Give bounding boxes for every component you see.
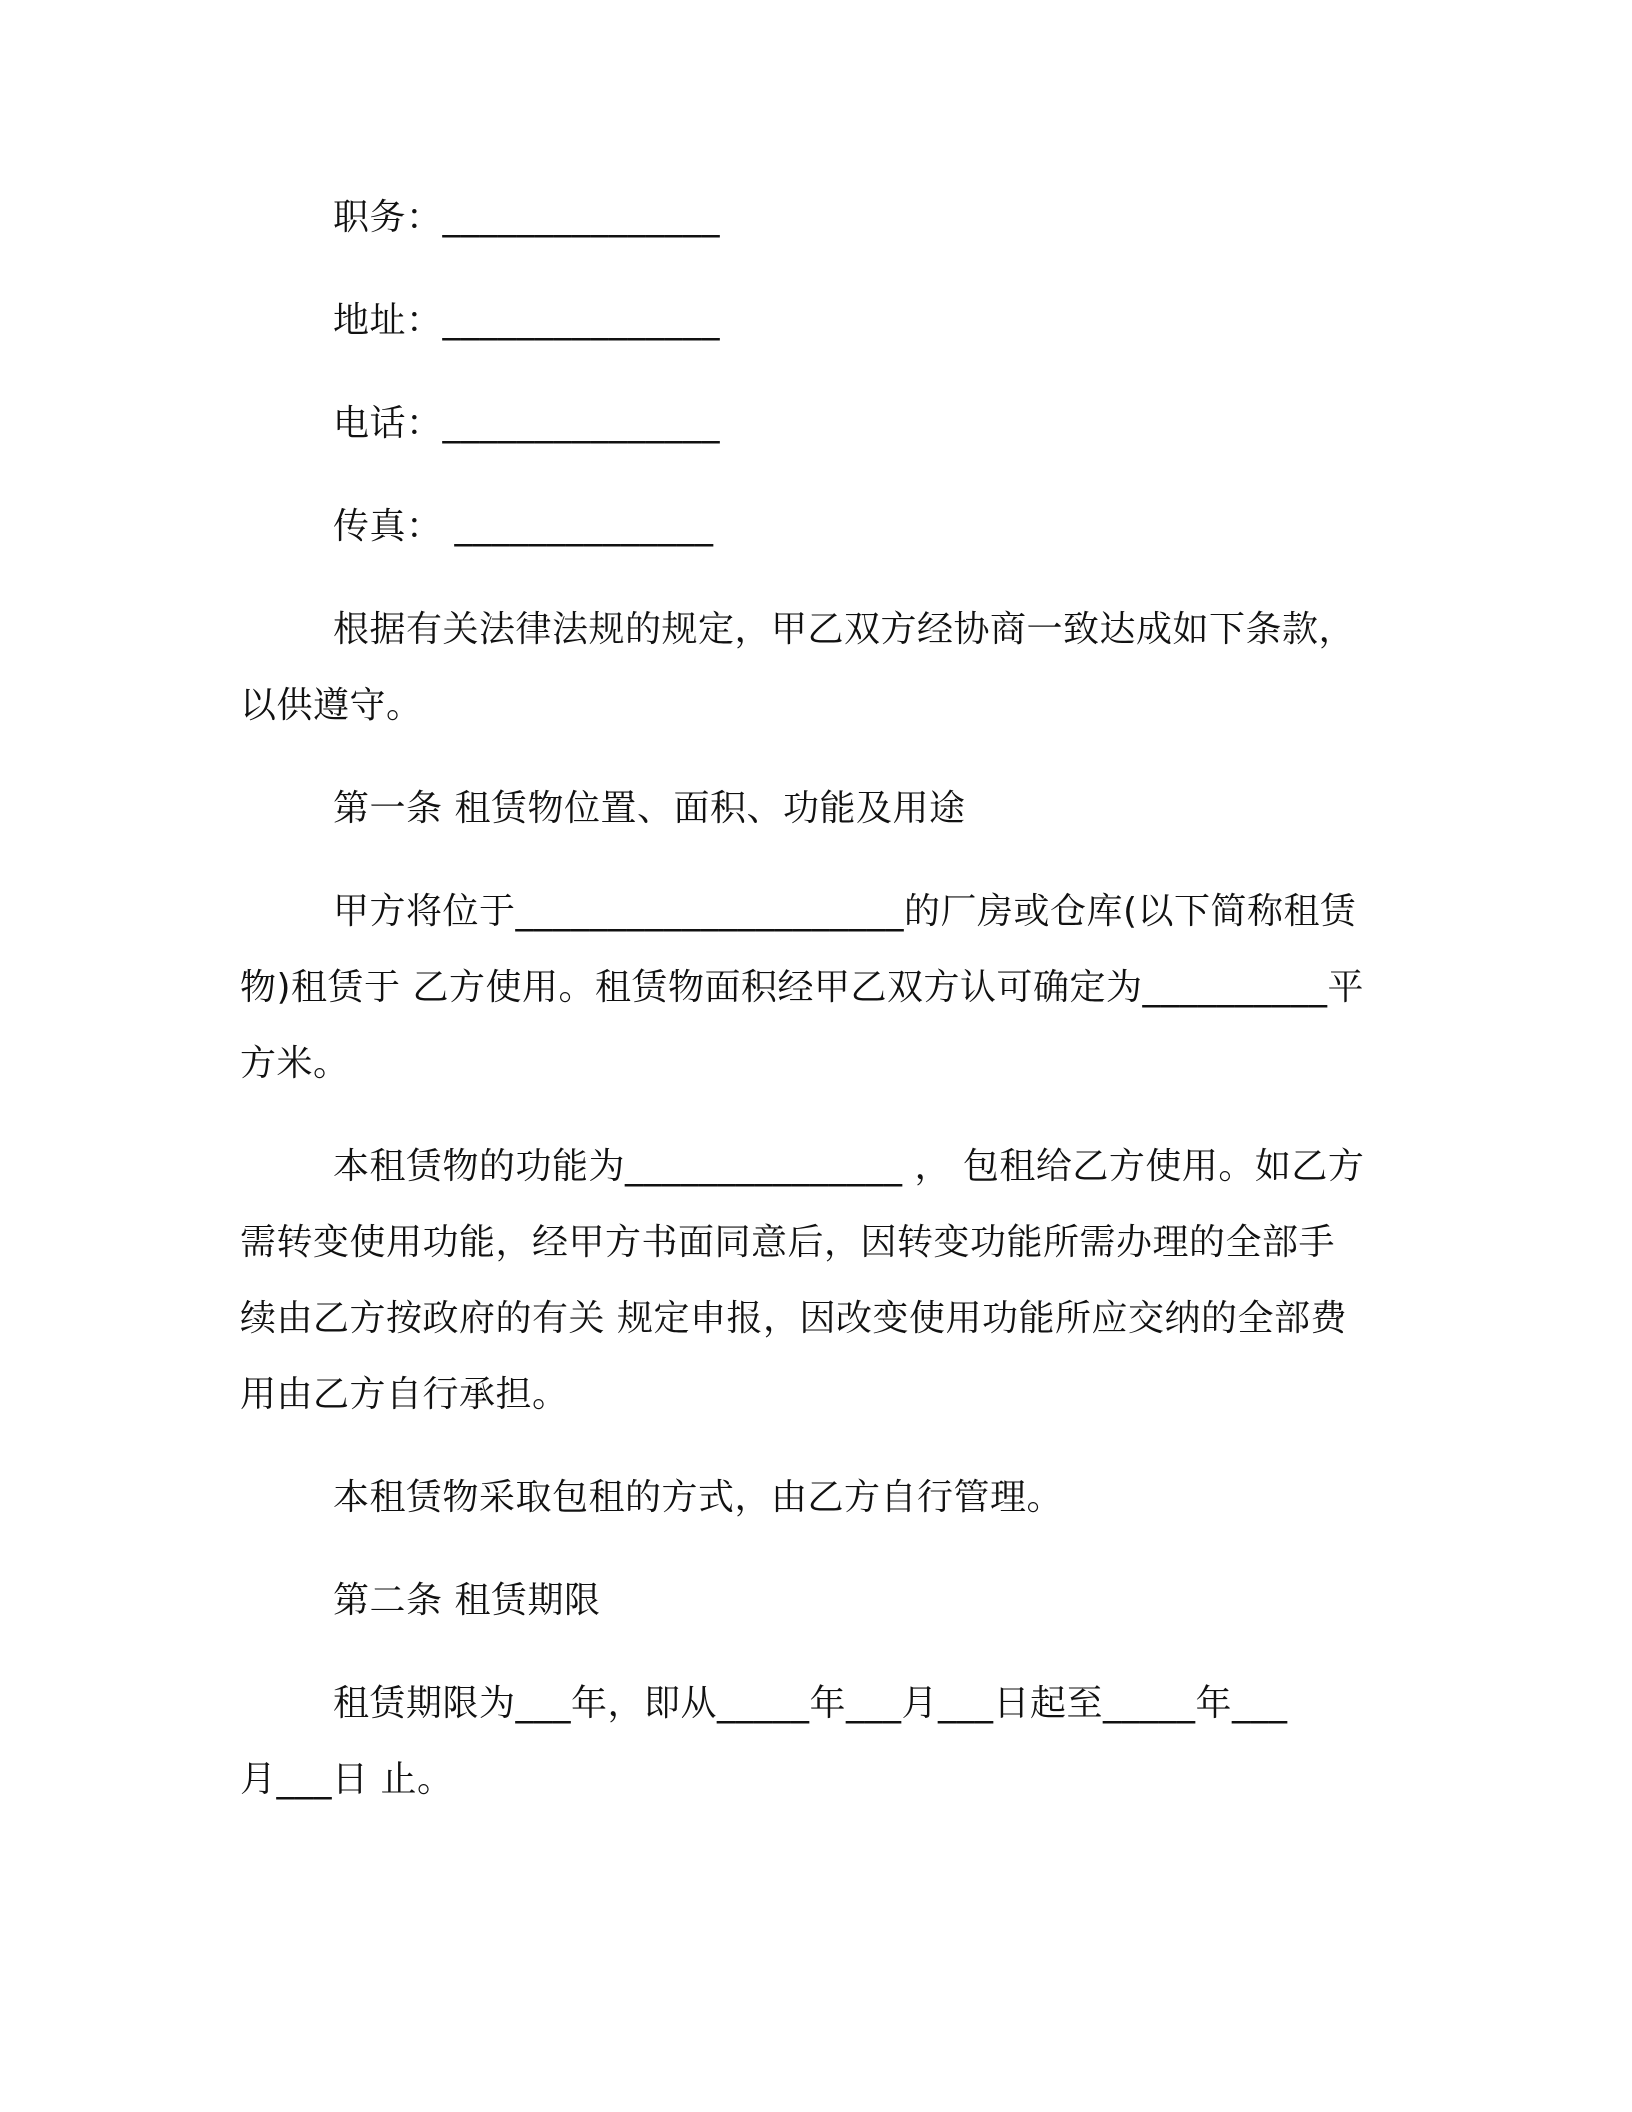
p2-line-1: 本租赁物的功能为_______________ ， 包租给乙方使用。如乙方 xyxy=(333,1146,1365,1187)
field-address xyxy=(333,299,720,343)
field-title xyxy=(333,196,720,240)
field-label: 职务： xyxy=(333,197,443,238)
article-1-heading: 第一条 租赁物位置、面积、功能及用途 xyxy=(333,788,966,829)
p4-line-1: 租赁期限为___年，即从_____年___月___日起至_____年___ xyxy=(333,1683,1288,1724)
p2-line-4: 用由乙方自行承担。 xyxy=(240,1374,569,1415)
field-label: 传真： xyxy=(333,506,443,547)
article-2-heading: 第二条 租赁期限 xyxy=(333,1580,601,1621)
intro-line-1: 根据有关法律法规的规定，甲乙双方经协商一致达成如下条款， xyxy=(333,609,1356,650)
field-label: 电话： xyxy=(333,403,443,444)
p1-line-3: 方米。 xyxy=(240,1043,350,1084)
blank-line: _______________ xyxy=(442,197,721,238)
blank-line: ______________ xyxy=(442,506,714,547)
p1-line-1: 甲方将位于_____________________的厂房或仓库(以下简称租赁 xyxy=(333,891,1357,932)
p1-line-2: 物)租赁于 乙方使用。租赁物面积经甲乙双方认可确定为__________平 xyxy=(240,967,1364,1008)
field-phone xyxy=(333,402,720,446)
blank-line: _______________ xyxy=(442,403,721,444)
field-fax xyxy=(333,505,713,549)
p3-line: 本租赁物采取包租的方式，由乙方自行管理。 xyxy=(333,1477,1064,1518)
p2-line-3: 续由乙方按政府的有关 规定申报，因改变使用功能所应交纳的全部费 xyxy=(240,1298,1347,1339)
intro-line-2: 以供遵守。 xyxy=(240,685,423,726)
blank-line: _______________ xyxy=(442,300,721,341)
p2-line-2: 需转变使用功能，经甲方书面同意后，因转变功能所需办理的全部手 xyxy=(240,1222,1336,1263)
field-label: 地址： xyxy=(333,300,443,341)
p4-line-2: 月___日 止。 xyxy=(240,1759,454,1800)
